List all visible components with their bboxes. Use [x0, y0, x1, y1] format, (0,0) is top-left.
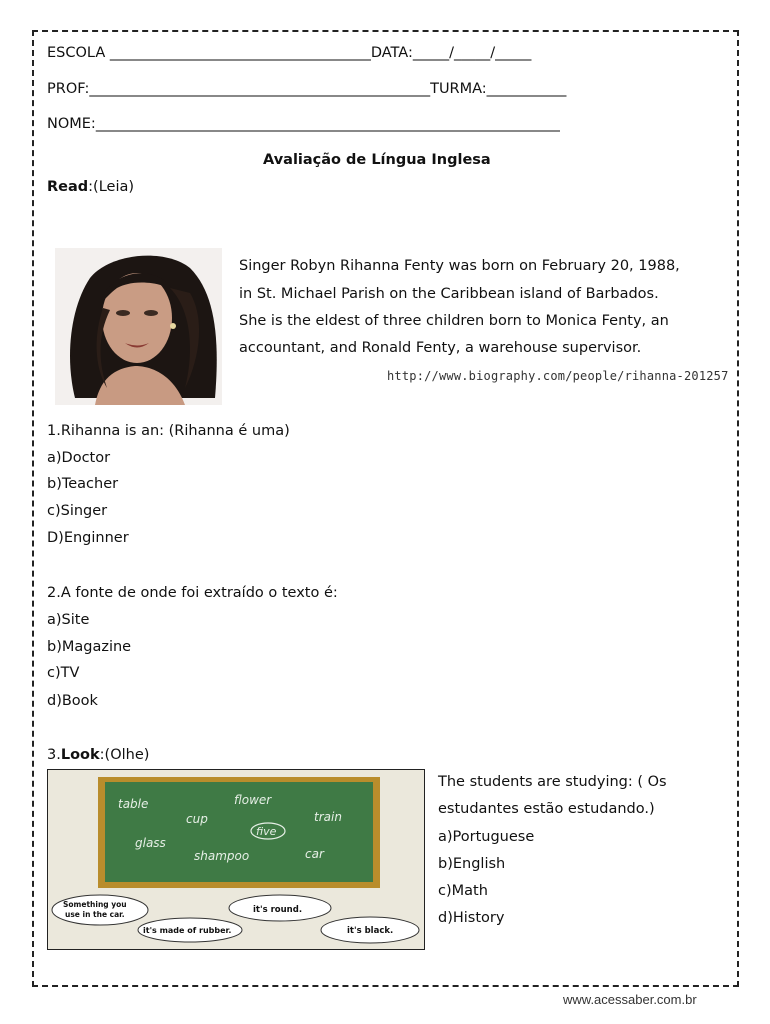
q1-question: 1.Rihanna is an: (Rihanna é uma)	[47, 423, 290, 439]
footer-website: www.acessaber.com.br	[563, 992, 697, 1007]
q3-option-a: a)Portuguese	[438, 829, 535, 845]
bubble-text-4: it's black.	[347, 926, 394, 936]
q1-option-a: a)Doctor	[47, 450, 111, 466]
story-line-4: accountant, and Ronald Fenty, a warehouse supervisor.	[239, 340, 642, 356]
look-label: Look	[60, 747, 100, 763]
q2-option-c: c)TV	[47, 665, 80, 681]
q3-question-line-1: The students are studying: ( Os	[438, 774, 667, 790]
story-line-1: Singer Robyn Rihanna Fenty was born on February 20, 1988,	[239, 258, 680, 274]
story-line-2: in St. Michael Parish on the Caribbean island of Barbados.	[239, 286, 659, 302]
bubble-text-3: it's made of rubber.	[143, 926, 232, 935]
q3-option-c: c)Math	[438, 883, 488, 899]
story-line-3: She is the eldest of three children born to Monica Fenty, an	[239, 313, 669, 329]
look-translation: :(Olhe)	[99, 747, 150, 763]
q2-question: 2.A fonte de onde foi extraído o texto é:	[47, 585, 338, 601]
q2-option-d: d)Book	[47, 693, 98, 709]
classroom-board-image	[47, 769, 425, 950]
board-word-table: table	[118, 797, 149, 811]
source-url: http://www.biography.com/people/rihanna-201257	[387, 369, 729, 383]
q3-number: 3.	[47, 747, 61, 763]
q3-option-b: b)English	[438, 856, 506, 872]
board-word-shampoo: shampoo	[194, 849, 250, 863]
q1-option-c: c)Singer	[47, 503, 108, 519]
board-word-car: car	[305, 847, 324, 861]
board-word-five: five	[256, 825, 277, 838]
read-label: Read	[47, 179, 89, 195]
read-instruction	[47, 178, 134, 196]
q3-heading	[47, 746, 149, 764]
read-translation: :(Leia)	[88, 179, 135, 195]
q2-option-b: b)Magazine	[47, 639, 132, 655]
board-word-cup: cup	[186, 812, 208, 826]
board-word-glass: glass	[135, 836, 166, 850]
name-line: NOME:________________________________________________________________	[47, 116, 560, 132]
school-date-line: ESCOLA ____________________________________DATA:_____/_____/_____	[47, 45, 532, 61]
q1-option-d: D)Enginner	[47, 530, 129, 546]
q2-option-a: a)Site	[47, 612, 90, 628]
bubble-text-1a: Something you	[63, 900, 127, 909]
q1-option-b: b)Teacher	[47, 476, 119, 492]
q3-question-line-2: estudantes estão estudando.)	[438, 801, 655, 817]
teacher-class-line: PROF:_______________________________________________TURMA:___________	[47, 81, 567, 97]
board-word-train: train	[314, 810, 342, 824]
rihanna-photo	[55, 248, 222, 405]
bubble-text-2: it's round.	[253, 905, 303, 915]
bubble-text-1b: use in the car.	[65, 910, 125, 919]
q3-option-d: d)History	[438, 910, 505, 926]
board-word-flower: flower	[234, 793, 272, 807]
page-title: Avaliação de Língua Inglesa	[263, 152, 491, 168]
